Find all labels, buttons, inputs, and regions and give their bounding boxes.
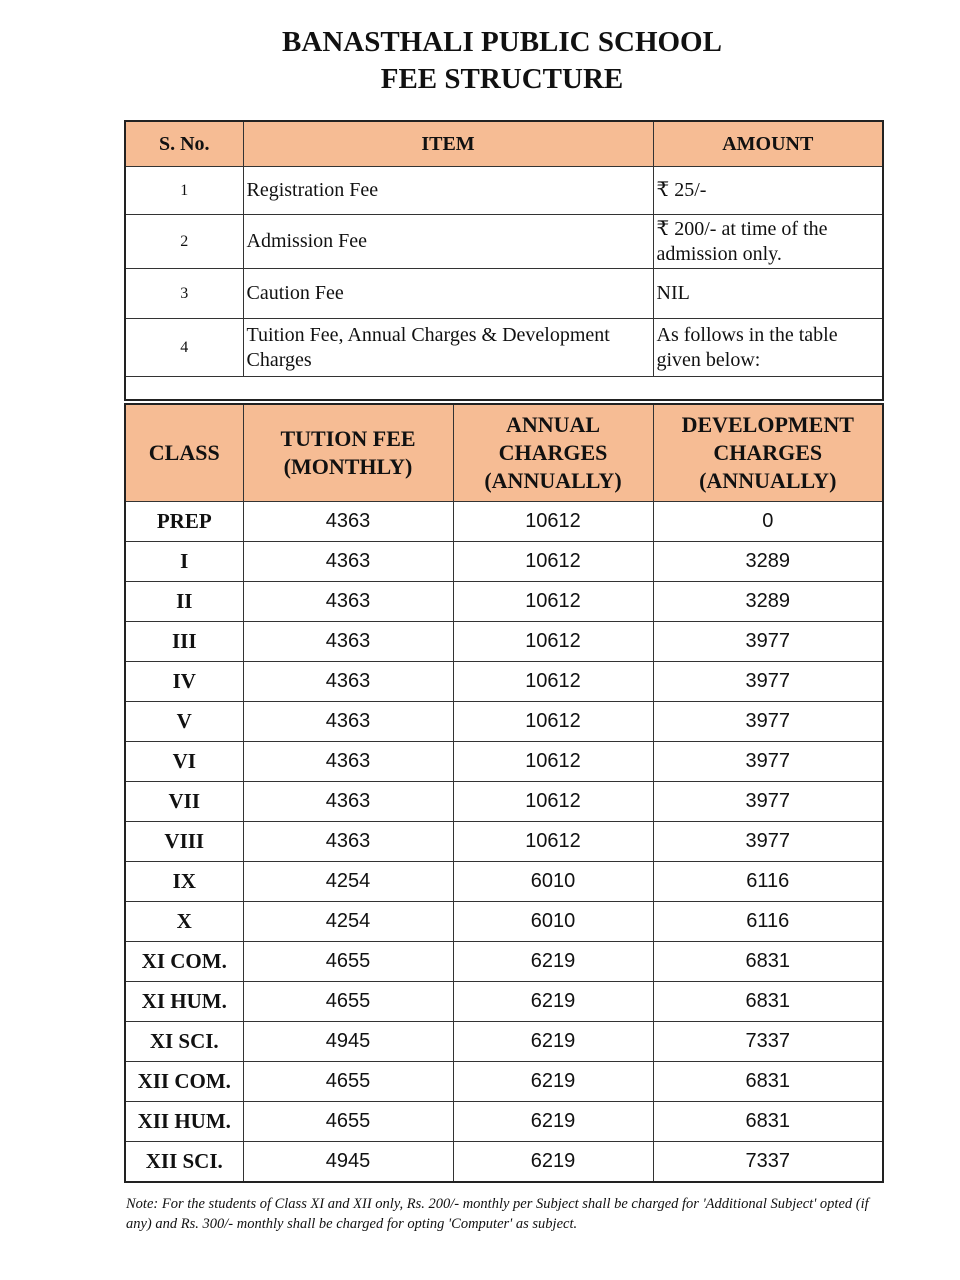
tuition-cell: 4363 xyxy=(243,622,453,662)
development-cell: 3977 xyxy=(653,822,883,862)
development-cell: 3977 xyxy=(653,782,883,822)
class-cell: XII HUM. xyxy=(125,1102,243,1142)
development-cell: 6116 xyxy=(653,862,883,902)
table-row xyxy=(125,862,883,902)
development-cell: 7337 xyxy=(653,1022,883,1062)
annual-cell: 10612 xyxy=(453,502,653,542)
annual-cell: 10612 xyxy=(453,542,653,582)
development-cell: 6831 xyxy=(653,982,883,1022)
table-row xyxy=(125,1102,883,1142)
class-cell: XII COM. xyxy=(125,1062,243,1102)
annual-cell: 6219 xyxy=(453,1062,653,1102)
development-cell: 0 xyxy=(653,502,883,542)
header-item: ITEM xyxy=(243,121,653,167)
annual-cell: 6219 xyxy=(453,982,653,1022)
table-row xyxy=(125,1142,883,1183)
annual-cell: 6219 xyxy=(453,1022,653,1062)
tuition-cell: 4363 xyxy=(243,662,453,702)
table-row xyxy=(125,782,883,822)
development-cell: 3977 xyxy=(653,742,883,782)
tuition-cell: 4363 xyxy=(243,782,453,822)
table-row xyxy=(125,542,883,582)
table-row xyxy=(125,822,883,862)
table-row xyxy=(125,502,883,542)
tuition-cell: 4363 xyxy=(243,702,453,742)
tuition-cell: 4254 xyxy=(243,862,453,902)
class-cell: VII xyxy=(125,782,243,822)
class-cell: VIII xyxy=(125,822,243,862)
development-cell: 3289 xyxy=(653,582,883,622)
table-row xyxy=(125,319,883,377)
fee-note: Note: For the students of Class XI and XII only, Rs. 200/- monthly per Subject shall be charged for 'Additional Subject' opted (if any) and Rs. 300/- monthly shall be charged for opting 'Computer' as subject. xyxy=(126,1196,869,1232)
class-cell: XII SCI. xyxy=(125,1142,243,1183)
annual-cell: 6219 xyxy=(453,942,653,982)
tuition-cell: 4945 xyxy=(243,1142,453,1183)
sno-cell: 4 xyxy=(125,319,243,377)
table-row xyxy=(125,269,883,319)
header-amount: AMOUNT xyxy=(653,121,883,167)
class-cell: IV xyxy=(125,662,243,702)
header-annual: ANNUAL CHARGES (ANNUALLY) xyxy=(453,404,653,502)
class-cell: X xyxy=(125,902,243,942)
amount-cell: NIL xyxy=(653,269,883,319)
tuition-cell: 4363 xyxy=(243,742,453,782)
tuition-cell: 4945 xyxy=(243,1022,453,1062)
spacer-row xyxy=(125,377,883,401)
spacer-cell xyxy=(125,377,883,401)
tuition-cell: 4254 xyxy=(243,902,453,942)
table-row xyxy=(125,942,883,982)
class-cell: PREP xyxy=(125,502,243,542)
item-cell: Tuition Fee, Annual Charges & Development Charges xyxy=(243,319,653,377)
tuition-cell: 4655 xyxy=(243,1062,453,1102)
class-cell: II xyxy=(125,582,243,622)
tuition-cell: 4363 xyxy=(243,582,453,622)
development-cell: 7337 xyxy=(653,1142,883,1183)
annual-cell: 10612 xyxy=(453,742,653,782)
table-row xyxy=(125,702,883,742)
document-title: FEE STRUCTURE xyxy=(380,63,624,95)
development-cell: 3289 xyxy=(653,542,883,582)
tuition-cell: 4363 xyxy=(243,822,453,862)
table-row xyxy=(125,582,883,622)
class-cell: XI COM. xyxy=(125,942,243,982)
school-name: BANASTHALI PUBLIC SCHOOL xyxy=(282,26,722,58)
table-row xyxy=(125,1022,883,1062)
amount-cell: ₹ 200/- at time of the admission only. xyxy=(653,215,883,269)
table-row xyxy=(125,167,883,215)
class-cell: IX xyxy=(125,862,243,902)
tuition-cell: 4363 xyxy=(243,542,453,582)
class-cell: XI HUM. xyxy=(125,982,243,1022)
class-fee-table xyxy=(124,403,884,1183)
fee-items-header-row xyxy=(125,121,883,167)
class-cell: VI xyxy=(125,742,243,782)
tuition-cell: 4363 xyxy=(243,502,453,542)
development-cell: 3977 xyxy=(653,622,883,662)
development-cell: 6831 xyxy=(653,1102,883,1142)
development-cell: 6831 xyxy=(653,942,883,982)
header-sno: S. No. xyxy=(125,121,243,167)
sno-cell: 3 xyxy=(125,269,243,319)
class-fee-header-row xyxy=(125,404,883,502)
annual-cell: 10612 xyxy=(453,622,653,662)
header-class: CLASS xyxy=(125,404,243,502)
table-row xyxy=(125,622,883,662)
header-development: DEVELOPMENT CHARGES (ANNUALLY) xyxy=(653,404,883,502)
development-cell: 6116 xyxy=(653,902,883,942)
item-cell: Caution Fee xyxy=(243,269,653,319)
annual-cell: 10612 xyxy=(453,782,653,822)
development-cell: 6831 xyxy=(653,1062,883,1102)
amount-cell: As follows in the table given below: xyxy=(653,319,883,377)
annual-cell: 6010 xyxy=(453,862,653,902)
item-cell: Registration Fee xyxy=(243,167,653,215)
sno-cell: 2 xyxy=(125,215,243,269)
class-cell: III xyxy=(125,622,243,662)
class-cell: V xyxy=(125,702,243,742)
sno-cell: 1 xyxy=(125,167,243,215)
tuition-cell: 4655 xyxy=(243,942,453,982)
annual-cell: 6219 xyxy=(453,1102,653,1142)
annual-cell: 10612 xyxy=(453,822,653,862)
annual-cell: 10612 xyxy=(453,702,653,742)
class-cell: XI SCI. xyxy=(125,1022,243,1062)
fee-items-table xyxy=(124,120,884,401)
annual-cell: 6219 xyxy=(453,1142,653,1183)
table-row xyxy=(125,1062,883,1102)
item-cell: Admission Fee xyxy=(243,215,653,269)
table-row xyxy=(125,662,883,702)
annual-cell: 6010 xyxy=(453,902,653,942)
tuition-cell: 4655 xyxy=(243,1102,453,1142)
header-tuition: TUTION FEE (MONTHLY) xyxy=(243,404,453,502)
development-cell: 3977 xyxy=(653,662,883,702)
table-row xyxy=(125,215,883,269)
table-row xyxy=(125,902,883,942)
class-cell: I xyxy=(125,542,243,582)
annual-cell: 10612 xyxy=(453,662,653,702)
table-row xyxy=(125,982,883,1022)
table-row xyxy=(125,742,883,782)
development-cell: 3977 xyxy=(653,702,883,742)
annual-cell: 10612 xyxy=(453,582,653,622)
tuition-cell: 4655 xyxy=(243,982,453,1022)
amount-cell: ₹ 25/- xyxy=(653,167,883,215)
